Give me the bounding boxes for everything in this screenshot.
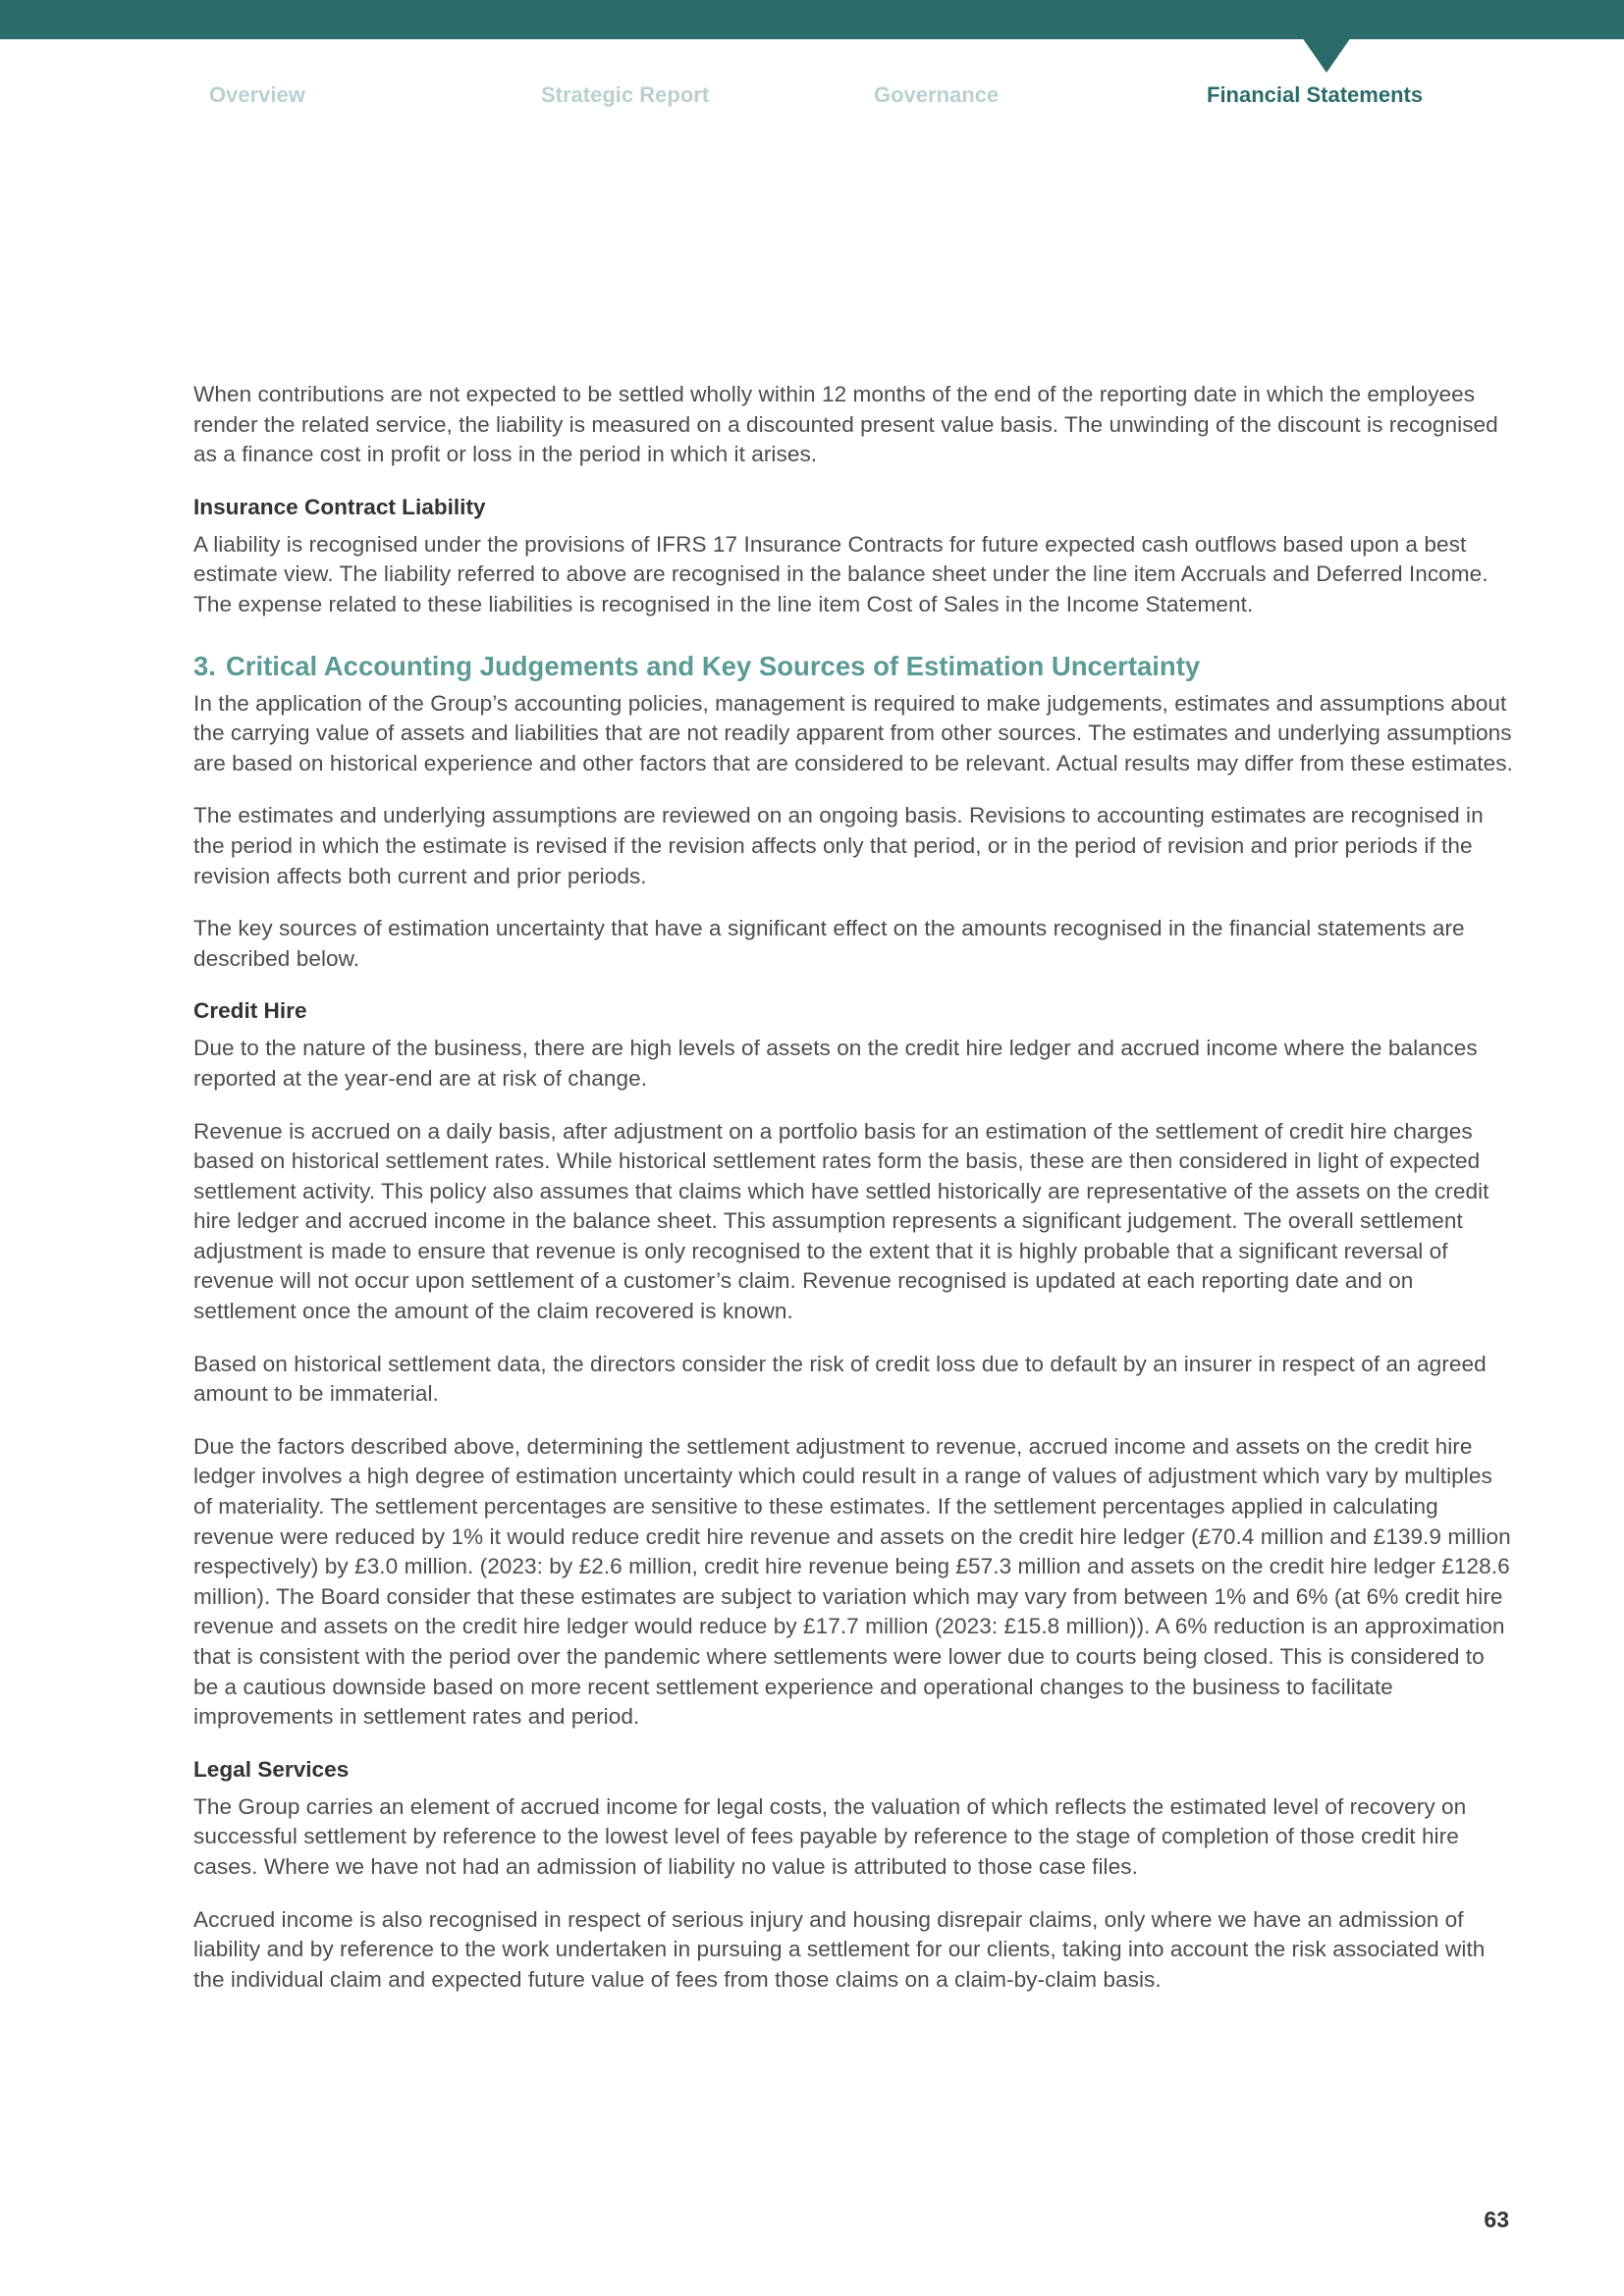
legal-services-paragraph: The Group carries an element of accrued income for legal costs, the valuation of which reflects the estimated level of recovery on successful settlement by reference to the lowest level of fees payable by reference to the stage of completion of those credit hire cases. Where we have not had an admission of liability no value is attributed to those case files.	[193, 1793, 1467, 1879]
credit-hire-paragraph: Due the factors described above, determining the settlement adjustment to revenue, accrued income and assets on the credit hire ledger involves a high degree of estimation uncertainty which could result in a range of values of adjustment which vary by multiples of materiality. The settlement percentages are sensitive to these estimates. If the settlement percentages applied in calculating revenue were reduced by 1% it would reduce credit hire revenue and assets on the credit hire ledger (£70.4 million and £139.9 million respectively) by £3.0 million. (2023: by £2.6 million, credit hire revenue being £57.3 million and assets on the credit hire ledger £128.6 million). The Board consider that these estimates are subject to variation which may vary from between 1% and 6% (at 6% credit hire revenue and assets on the credit hire ledger would reduce by £17.7 million (2023: £15.8 million)). A 6% reduction is an approximation that is consistent with the period over the pandemic where settlements were lower due to courts being closed. This is considered to be a cautious downside based on more recent settlement experience and operational changes to the business to facilitate improvements in settlement rates and period.	[193, 1433, 1511, 1730]
section-3-paragraph: In the application of the Group’s accounting policies, management is required to make judgements, estimates and assumptions about the carrying value of assets and liabilities that are not readily apparent from other sources. The estimates and underlying assumptions are based on historical experience and other factors that are considered to be relevant. Actual results may differ from these estimates.	[193, 690, 1513, 775]
legal-services-paragraph: Accrued income is also recognised in respect of serious injury and housing disrepair claims, only where we have an admission of liability and by reference to the work undertaken in pursuing a settlement for our clients, taking into account the risk associated with the individual claim and expected future value of fees from those claims on a claim-by-claim basis.	[193, 1906, 1486, 1992]
page-content	[193, 380, 1514, 2017]
section-3-heading	[193, 650, 1514, 683]
nav-financial-statements[interactable]: Financial Statements	[1207, 82, 1424, 107]
active-section-pointer	[1302, 37, 1351, 73]
page-number: 63	[1484, 2207, 1509, 2232]
intro-paragraph: When contributions are not expected to be settled wholly within 12 months of the end of the reporting date in which the employees render the related service, the liability is measured on a discounted present value basis. The unwinding of the discount is recognised as a finance cost in profit or loss in the period in which it arises.	[193, 382, 1498, 467]
section-3-paragraph: The key sources of estimation uncertainty that have a significant effect on the amounts recognised in the financial statements are described below.	[193, 916, 1465, 971]
credit-hire-heading: Credit Hire	[193, 998, 307, 1024]
insurance-paragraph: A liability is recognised under the provisions of IFRS 17 Insurance Contracts for future expected cash outflows based upon a best estimate view. The liability referred to above are recognised in the balance sheet under the line item Accruals and Deferred Income. The expense related to these liabilities is recognised in the line item Cost of Sales in the Income Statement.	[193, 531, 1489, 616]
credit-hire-paragraph: Based on historical settlement data, the directors consider the risk of credit loss due to default by an insurer in respect of an agreed amount to be immaterial.	[193, 1351, 1487, 1407]
nav-governance[interactable]: Governance	[874, 82, 1000, 107]
legal-services-heading: Legal Services	[193, 1756, 350, 1782]
credit-hire-paragraph: Revenue is accrued on a daily basis, after adjustment on a portfolio basis for an estimation of the settlement of credit hire charges based on historical settlement rates. While historical settlement rates form the basis, these are then considered in light of expected settlement activity. This policy also assumes that claims which have settled historically are representative of the assets on the credit hire ledger and accrued income in the balance sheet. This assumption represents a significant judgement. The overall settlement adjustment is made to ensure that revenue is only recognised to the extent that it is highly probable that a significant reversal of revenue will not occur upon settlement of a customer’s claim. Revenue recognised is updated at each reporting date and on settlement once the amount of the claim recovered is known.	[193, 1118, 1489, 1324]
insurance-heading: Insurance Contract Liability	[193, 494, 486, 519]
top-brand-bar	[0, 0, 1624, 39]
nav-overview[interactable]: Overview	[209, 82, 305, 107]
section-navigation	[0, 82, 1624, 112]
section-3-number: 3.	[193, 650, 216, 681]
nav-strategic-report[interactable]: Strategic Report	[541, 82, 710, 107]
section-3-paragraph: The estimates and underlying assumptions are reviewed on an ongoing basis. Revisions to accounting estimates are recognised in the period in which the estimate is revised if the revision affects only that period, or in the period of revision and prior periods if the revision affects both current and prior periods.	[193, 803, 1484, 888]
section-3-title: Critical Accounting Judgements and Key Sources of Estimation Uncertainty	[225, 650, 1201, 681]
credit-hire-paragraph: Due to the nature of the business, there are high levels of assets on the credit hire ledger and accrued income where the balances reported at the year-end are at risk of change.	[193, 1036, 1478, 1091]
